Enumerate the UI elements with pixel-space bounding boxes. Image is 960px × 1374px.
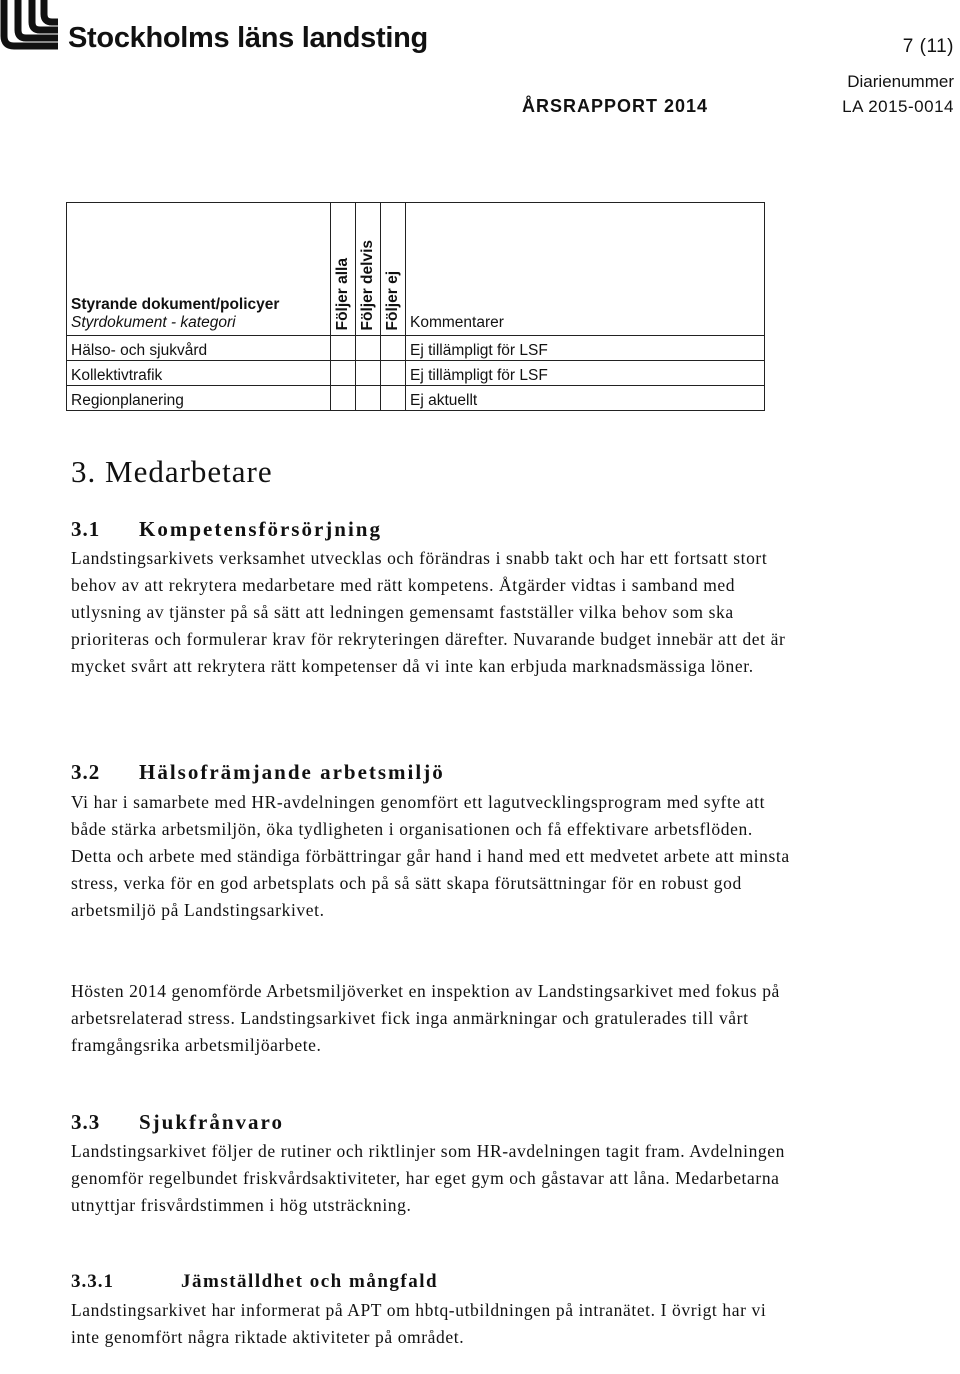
diarie-label: Diarienummer [847, 72, 954, 91]
row-comment: Ej tillämpligt för LSF [406, 336, 765, 361]
heading-number: 3.2 [71, 760, 101, 784]
row-comment: Ej tillämpligt för LSF [406, 361, 765, 386]
org-name: Stockholms läns landsting [68, 22, 428, 54]
table-title: Styrande dokument/policyer [71, 296, 280, 313]
col-follows-not: Följer ej [381, 203, 406, 336]
table-row [67, 386, 765, 411]
heading-title: Jämställdhet och mångfald [181, 1271, 439, 1292]
page-number: 7 (11) [902, 36, 954, 57]
row-category: Hälso- och sjukvård [67, 336, 331, 361]
policy-table [66, 202, 765, 411]
heading-3-2 [71, 760, 445, 785]
heading-number: 3.3 [71, 1110, 101, 1134]
heading-3-3 [71, 1110, 284, 1135]
col-follows-all: Följer alla [331, 203, 356, 336]
heading-3-3-1 [71, 1271, 438, 1293]
cell-follows-all [331, 386, 356, 411]
table-row [67, 361, 765, 386]
paragraph-3-2-a: Vi har i samarbete med HR-avdelningen genomfört ett lagutvecklingsprogram med syfte att både stärka arbetsmiljön, öka tydligheten i organisationen och få effektivare arbetsflöden. Detta och arbete med ständiga förbättringar går hand i hand med ett medvetet arbete att minsta stress, verka för en god arbetsplats och på så sätt skapa förutsättningar för en robust god arbetsmiljö på Landstingsarkivet. [71, 792, 790, 920]
cell-follows-all [331, 361, 356, 386]
section-heading-medarbetare: 3. Medarbetare [71, 454, 273, 489]
heading-title: Hälsofrämjande arbetsmiljö [139, 760, 445, 784]
cell-follows-partly [356, 336, 381, 361]
cell-follows-not [381, 336, 406, 361]
table-row [67, 336, 765, 361]
paragraph-3-3-1: Landstingsarkivet har informerat på APT om hbtq-utbildningen på intranätet. I övrigt har vi inte genomfört några riktade aktiviteter på området. [71, 1300, 767, 1347]
table-header-category [67, 203, 331, 336]
cell-follows-not [381, 386, 406, 411]
cell-follows-not [381, 361, 406, 386]
table-header-row [67, 203, 765, 336]
paragraph-3-2-b: Hösten 2014 genomförde Arbetsmiljöverket en inspektion av Landstingsarkivet med fokus på arbetsrelaterad stress. Landstingsarkivet fick inga anmärkningar och gratulerades till vårt framgångsrika arbetsmiljöarbete. [71, 981, 780, 1055]
report-title: ÅRSRAPPORT 2014 [522, 96, 709, 116]
heading-number: 3.1 [71, 517, 101, 541]
row-comment: Ej aktuellt [406, 386, 765, 411]
cell-follows-all [331, 336, 356, 361]
diarie-value: LA 2015-0014 [842, 97, 954, 116]
cell-follows-partly [356, 386, 381, 411]
heading-title: Kompetensförsörjning [139, 517, 382, 541]
paragraph-3-1: Landstingsarkivets verksamhet utvecklas och förändras i snabb takt och har ett fortsatt stort behov av att rekrytera medarbetare med rätt kompetens. Åtgärder vidtas i samband med utlysning av tjänster på så sätt att ledningen gemensamt fastställer vilka behov som ska prioriteras och formulerar krav för rekryteringen därefter. Nuvarande budget innebär att det är mycket svårt att rekrytera rätt kompetenser då vi inte kan erbjuda marknadsmässiga löner. [71, 548, 786, 676]
sll-logo-icon [0, 0, 60, 54]
row-category: Regionplanering [67, 386, 331, 411]
sll-logo [0, 0, 430, 54]
heading-number: 3.3.1 [71, 1271, 114, 1292]
paragraph-3-3: Landstingsarkivet följer de rutiner och riktlinjer som HR-avdelningen tagit fram. Avdelningen genomför regelbundet friskvårdsaktiviteter, har eget gym och gåstavar att låna. Medarbetarna utnyttjar frisvårdstimmen i hög utsträckning. [71, 1141, 785, 1215]
table-category-label: Styrdokument - kategori [71, 314, 236, 331]
row-category: Kollektivtrafik [67, 361, 331, 386]
col-follows-partly: Följer delvis [356, 203, 381, 336]
col-comments: Kommentarer [406, 203, 765, 336]
heading-title: Sjukfrånvaro [139, 1110, 284, 1134]
heading-3-1 [71, 517, 382, 542]
cell-follows-partly [356, 361, 381, 386]
